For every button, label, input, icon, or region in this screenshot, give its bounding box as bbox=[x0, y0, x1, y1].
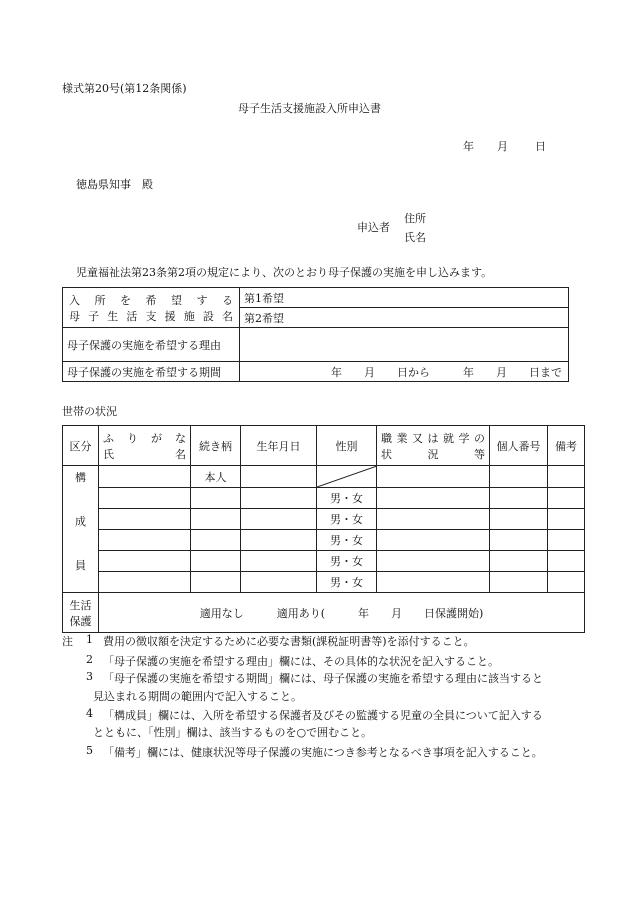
reason-input-cell[interactable] bbox=[240, 328, 569, 362]
self-relation: 本人 bbox=[191, 466, 241, 488]
id-number-cell[interactable] bbox=[490, 551, 548, 572]
note-number: 1 bbox=[86, 633, 93, 646]
sex-option[interactable]: 男・女 bbox=[317, 530, 377, 551]
date-year-label: 年 bbox=[463, 140, 474, 153]
period-label: 母子保護の実施を希望する期間 bbox=[63, 362, 240, 382]
note-text: 「備考」欄には、健康状況等母子保護の実施につき参考となるべき事項を記入すること。 bbox=[103, 746, 543, 759]
period-value[interactable]: 年 月 日から 年 月 日まで bbox=[240, 362, 569, 382]
occupation-cell[interactable] bbox=[377, 509, 490, 530]
note-text: 費用の徴収額を決定するために必要な書類(課税証明書等)を添付すること。 bbox=[103, 635, 475, 648]
birthdate-cell[interactable] bbox=[241, 551, 317, 572]
member-name-cell[interactable] bbox=[99, 572, 191, 593]
id-number-cell[interactable] bbox=[490, 530, 548, 551]
note-text: 「構成員」欄には、入所を希望する保護者及びその監護する児童の全員について記入する bbox=[103, 709, 543, 722]
member-char-2: 成 bbox=[75, 515, 86, 528]
household-section-title: 世帯の状況 bbox=[62, 405, 117, 418]
birthdate-cell[interactable] bbox=[241, 530, 317, 551]
header-furigana: ふ り が な bbox=[103, 431, 186, 445]
note-number: 4 bbox=[86, 707, 93, 720]
header-name: 氏 名 bbox=[103, 447, 186, 461]
sex-option[interactable]: 男・女 bbox=[317, 488, 377, 509]
notes-prefix: 注 bbox=[62, 635, 73, 648]
diagonal-line bbox=[317, 466, 377, 487]
sex-option[interactable]: 男・女 bbox=[317, 572, 377, 593]
sex-option[interactable]: 男・女 bbox=[317, 551, 377, 572]
header-category: 区分 bbox=[63, 426, 99, 466]
note-text-continued: とともに、「性別」欄は、該当するものを○で囲むこと。 bbox=[93, 726, 373, 739]
id-number-cell[interactable] bbox=[490, 572, 548, 593]
id-number-cell[interactable] bbox=[490, 509, 548, 530]
header-sex: 性別 bbox=[317, 426, 377, 466]
member-char-3: 員 bbox=[75, 559, 86, 572]
birthdate-cell[interactable] bbox=[241, 466, 317, 488]
protection-label-line2: 保護 bbox=[69, 614, 92, 628]
header-occupation-line1: 職業又は就学の bbox=[381, 431, 485, 445]
facility-label-line2: 母子生活支援施設名 bbox=[69, 309, 233, 323]
addressee: 徳島県知事 殿 bbox=[76, 178, 153, 191]
member-name-cell[interactable] bbox=[99, 509, 191, 530]
date-day-label: 日 bbox=[535, 140, 546, 153]
remarks-cell[interactable] bbox=[548, 466, 585, 488]
note-text-continued: 見込まれる期間の範囲内で記入すること。 bbox=[93, 690, 302, 703]
protection-label-line1: 生活 bbox=[69, 598, 92, 612]
choice2-cell[interactable]: 第2希望 bbox=[240, 308, 569, 328]
note-text: 「母子保護の実施を希望する期間」欄には、母子保護の実施を希望する理由に該当すると bbox=[103, 672, 543, 685]
occupation-cell[interactable] bbox=[377, 572, 490, 593]
header-id-number: 個人番号 bbox=[490, 426, 548, 466]
member-category-cell bbox=[63, 466, 99, 593]
relation-cell[interactable] bbox=[191, 572, 241, 593]
birthdate-cell[interactable] bbox=[241, 488, 317, 509]
occupation-cell[interactable] bbox=[377, 551, 490, 572]
remarks-cell[interactable] bbox=[548, 572, 585, 593]
header-relation: 続き柄 bbox=[191, 426, 241, 466]
remarks-cell[interactable] bbox=[548, 530, 585, 551]
header-remarks: 備考 bbox=[548, 426, 585, 466]
relation-cell[interactable] bbox=[191, 551, 241, 572]
facility-label-line1: 入所を希望する bbox=[69, 293, 233, 307]
birthdate-cell[interactable] bbox=[241, 572, 317, 593]
protection-label-cell bbox=[63, 593, 99, 633]
household-table bbox=[62, 425, 585, 633]
name-label: 氏名 bbox=[404, 231, 426, 244]
header-occupation-cell bbox=[377, 426, 490, 466]
note-number: 2 bbox=[86, 653, 93, 666]
member-name-cell[interactable] bbox=[99, 488, 191, 509]
remarks-cell[interactable] bbox=[548, 551, 585, 572]
relation-cell[interactable] bbox=[191, 509, 241, 530]
facility-label-cell bbox=[63, 288, 240, 328]
applicant-label: 申込者 bbox=[357, 221, 390, 234]
sex-option[interactable]: 男・女 bbox=[317, 509, 377, 530]
occupation-cell[interactable] bbox=[377, 466, 490, 488]
header-occupation-line2: 状 況 等 bbox=[381, 447, 485, 461]
remarks-cell[interactable] bbox=[548, 488, 585, 509]
form-number: 様式第20号(第12条関係) bbox=[62, 82, 187, 95]
note-number: 5 bbox=[86, 744, 93, 757]
member-name-cell[interactable] bbox=[99, 466, 191, 488]
header-name-cell bbox=[99, 426, 191, 466]
application-table bbox=[62, 287, 569, 382]
occupation-cell[interactable] bbox=[377, 488, 490, 509]
birthdate-cell[interactable] bbox=[241, 509, 317, 530]
member-name-cell[interactable] bbox=[99, 551, 191, 572]
id-number-cell[interactable] bbox=[490, 466, 548, 488]
relation-cell[interactable] bbox=[191, 530, 241, 551]
member-char-1: 構 bbox=[75, 471, 86, 484]
date-month-label: 月 bbox=[497, 140, 508, 153]
relation-cell[interactable] bbox=[191, 488, 241, 509]
id-number-cell[interactable] bbox=[490, 488, 548, 509]
header-birthdate: 生年月日 bbox=[241, 426, 317, 466]
choice1-cell[interactable]: 第1希望 bbox=[240, 288, 569, 308]
member-name-cell[interactable] bbox=[99, 530, 191, 551]
address-label: 住所 bbox=[404, 212, 426, 225]
protection-value[interactable]: 適用なし 適用あり( 年 月 日保護開始) bbox=[99, 593, 585, 633]
note-text: 「母子保護の実施を希望する理由」欄には、その具体的な状況を記入すること。 bbox=[103, 655, 499, 668]
sex-cell-diagonal bbox=[317, 466, 377, 488]
note-number: 3 bbox=[86, 670, 93, 683]
remarks-cell[interactable] bbox=[548, 509, 585, 530]
occupation-cell[interactable] bbox=[377, 530, 490, 551]
document-title: 母子生活支援施設入所申込書 bbox=[238, 102, 381, 115]
reason-label: 母子保護の実施を希望する理由 bbox=[63, 328, 240, 362]
intro-text: 児童福祉法第23条第2項の規定により、次のとおり母子保護の実施を申し込みます。 bbox=[76, 266, 493, 279]
